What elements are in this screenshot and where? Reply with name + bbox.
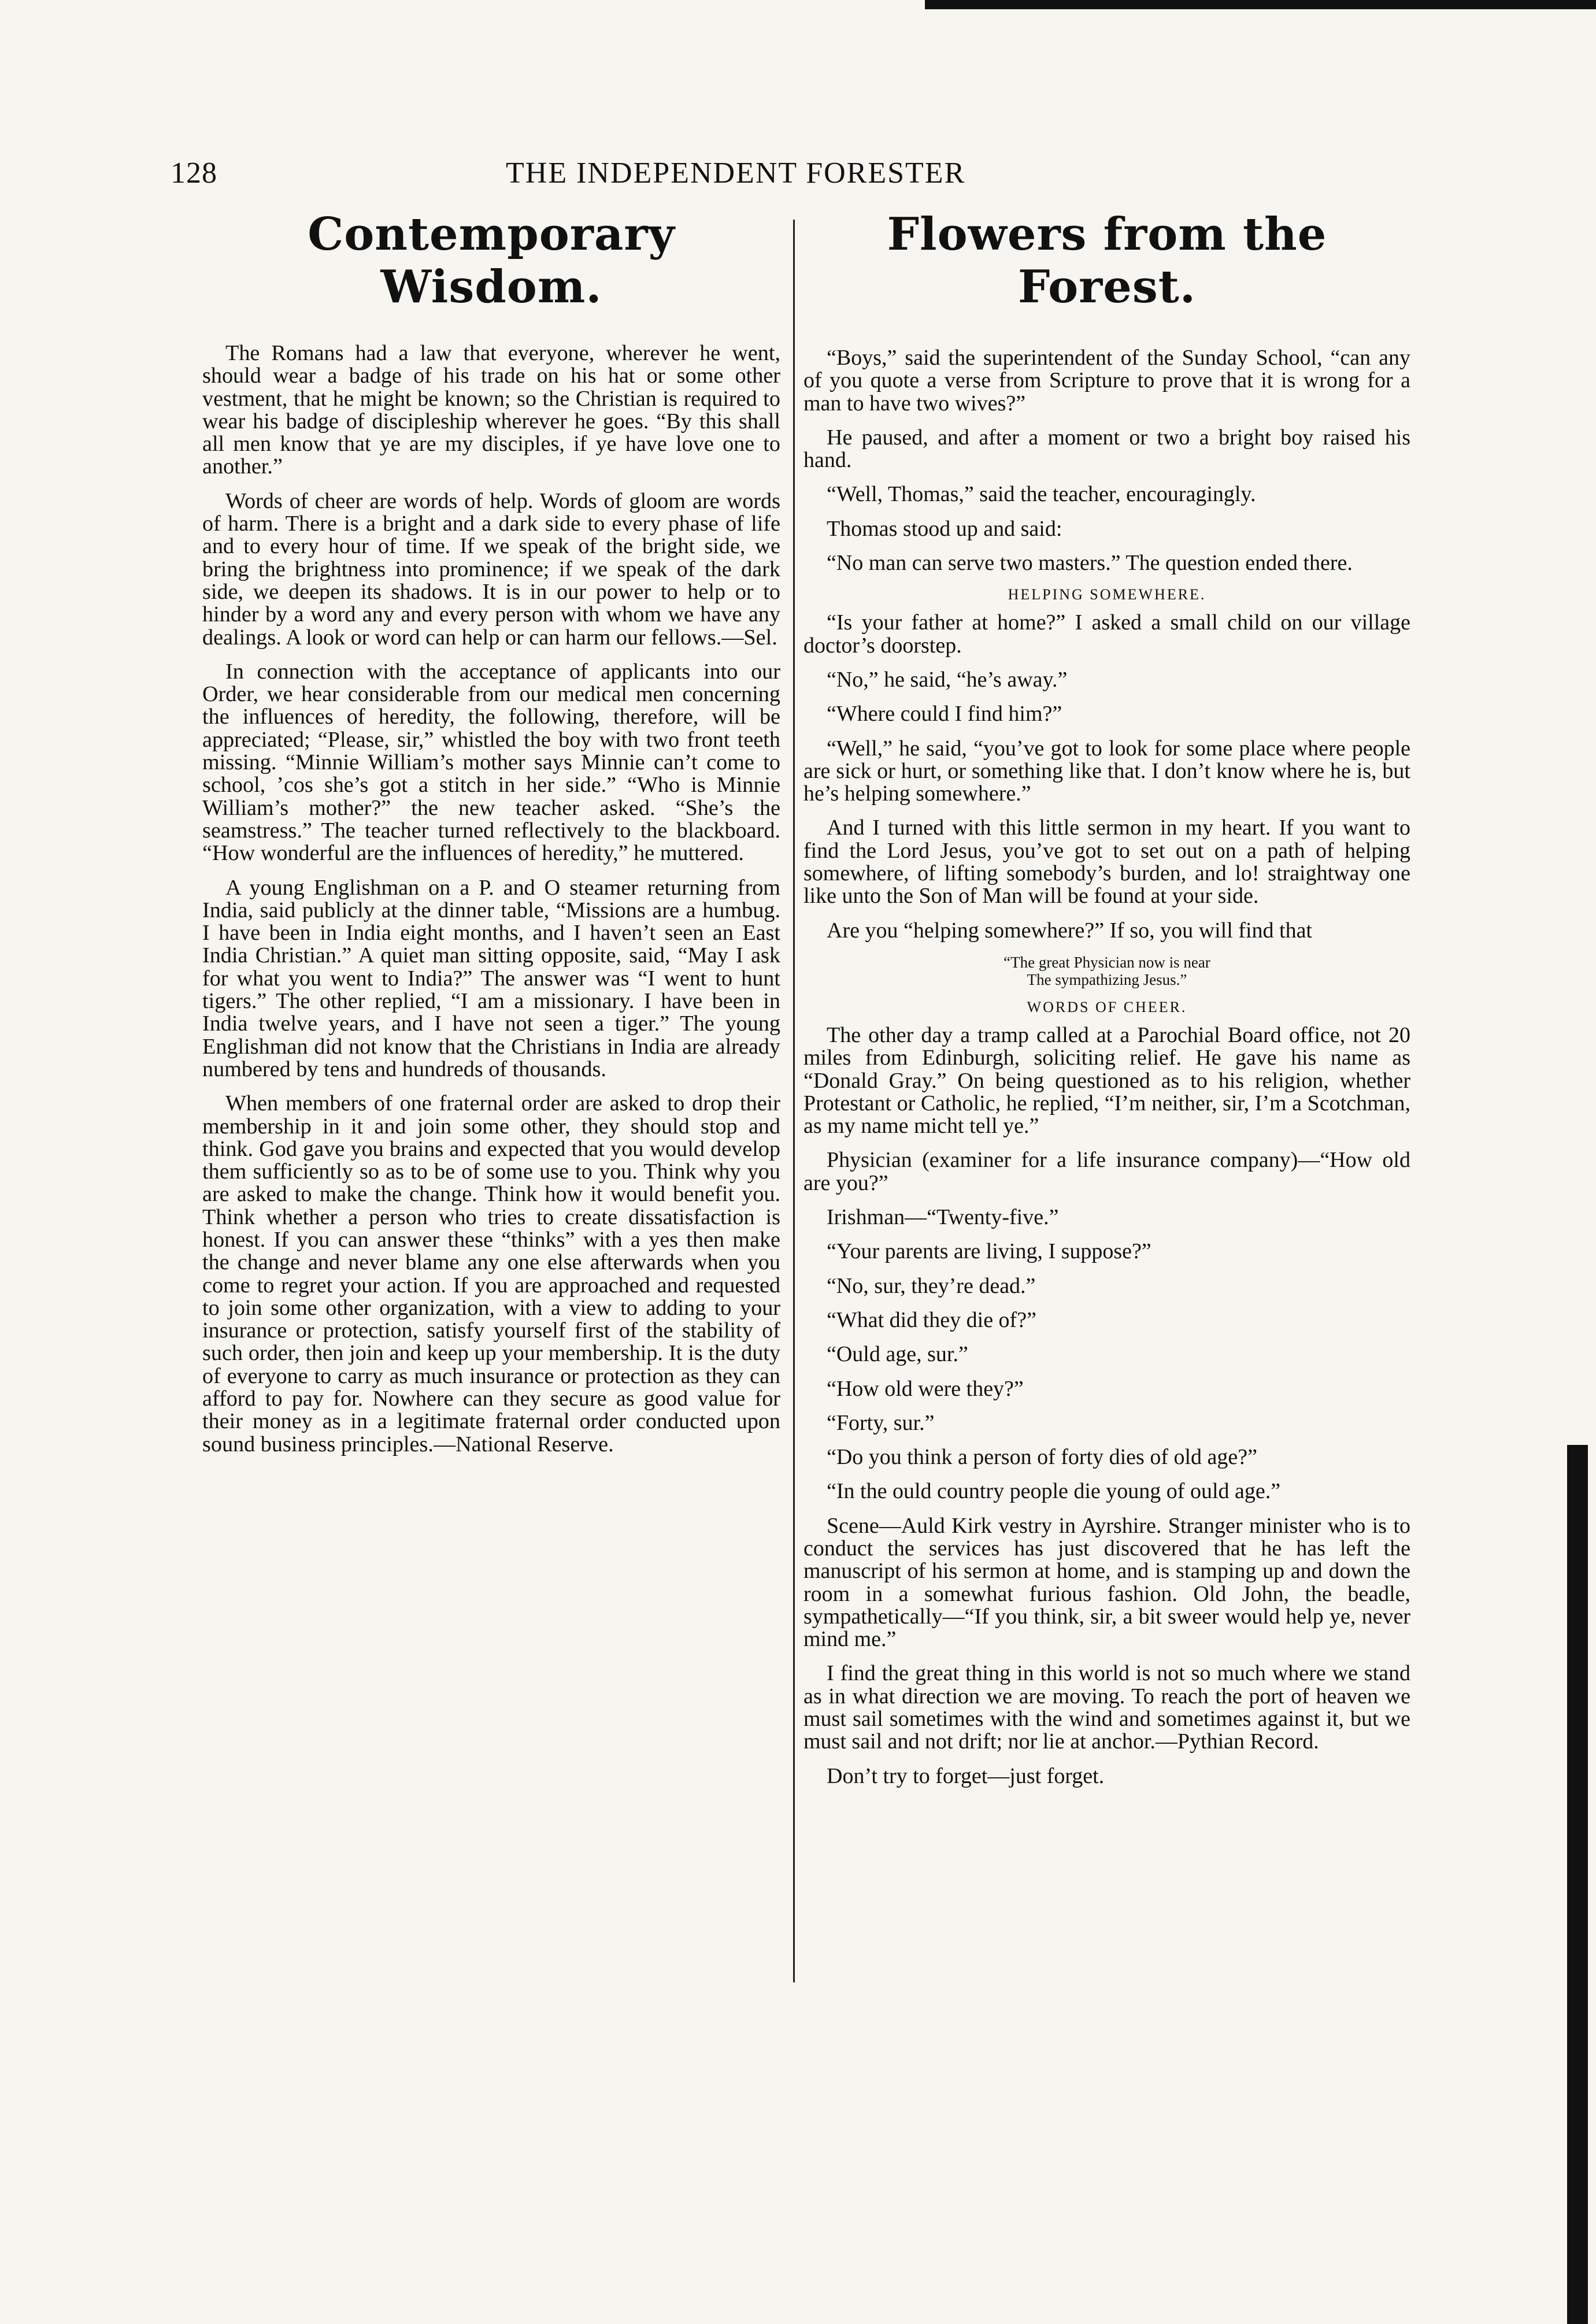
paragraph: “Well,” he said, “you’ve got to look for some place where people are sick or hurt, or something like that. I don’t know where he is, but he’s helping somewhere.” <box>803 736 1410 806</box>
paragraph: “Ould age, sur.” <box>827 1342 968 1367</box>
paragraph: “Do you think a person of forty dies of old age?” <box>827 1445 1258 1470</box>
paragraph: Words of cheer are words of help. Words of gloom are words of harm. There is a bright and a dark side to every phase of life and to every hour of time. If we speak of the bright side, we bring the brightness into prominence; if we speak of the dark side, we deepen its shadows. It is in our power to help or to hinder by a word any and every person with whom we have any dealings. A look or word can help or can harm our fellows.—Sel. <box>202 488 780 650</box>
paragraph: “Where could I find him?” <box>827 702 1062 727</box>
paragraph: “Well, Thomas,” said the teacher, encouragingly. <box>827 482 1256 507</box>
paragraph: And I turned with this little sermon in my heart. If you want to find the Lord Jesus, you’ve got to set out on a path of helping somewhere, of lifting somebody’s burden, and lo! straightway one like unto the Son of Man will be found at your side. <box>803 816 1410 909</box>
paragraph: “Boys,” said the superintendent of the Sunday School, “can any of you quote a verse from Scripture to prove that it is wrong for a man to have two wives?” <box>803 346 1410 416</box>
paragraph: “Your parents are living, I suppose?” <box>827 1239 1151 1264</box>
paragraph: “Is your father at home?” I asked a small child on our village doctor’s doorstep. <box>803 610 1410 658</box>
paragraph: “What did they die of?” <box>827 1307 1036 1332</box>
quote-line: The sympathizing Jesus.” <box>1027 970 1187 988</box>
section-heading: WORDS OF CHEER. <box>1027 998 1187 1015</box>
paragraph: When members of one fraternal order are asked to drop their membership in it and join some other, they should stop and think. God gave you brains and expected that you would develop them sufficiently so as to be of some use to you. Think why you are asked to make the change. Think how it would benefit you. Think whether a person who tries to create dissatisfaction is honest. If you can answer these “thinks” with a yes then make the change and never blame any one else afterwards when you come to regret your action. If you are approached and requested to join some other organization, with a view to adding to your insurance or protection, satisfy yourself first of the stability of such order, then join and keep up your membership. It is the duty of everyone to carry as much insurance or protection as they can afford to pay for. Nowhere can they secure as good value for their money as in a legitimate fraternal order conducted upon sound business principles.—National Reserve. <box>202 1091 780 1456</box>
paragraph: “In the ould country people die young of ould age.” <box>827 1479 1281 1504</box>
page-header <box>171 156 1419 202</box>
paragraph: “Forty, sur.” <box>827 1410 935 1435</box>
page-number: 128 <box>171 157 217 190</box>
paragraph: “No man can serve two masters.” The question ended there. <box>827 551 1353 576</box>
paragraph: Scene—Auld Kirk vestry in Ayrshire. Stranger minister who is to conduct the services has just discovered that he has left the manuscript of his sermon at home, and is stamping up and down the room in a somewhat furious fashion. Old John, the beadle, sympathetically—“If you think, sir, a bit sweer would help ye, never mind me.” <box>803 1513 1410 1652</box>
paragraph: Irishman—“Twenty-five.” <box>827 1205 1059 1230</box>
paragraph: The Romans had a law that everyone, wherever he went, should wear a badge of his trade on his hat or some other vestment, that he might be known; so the Christian is required to wear his badge of discipleship wherever he goes. “By this shall all men know that ye are my disciples, if ye have love one to another.” <box>202 341 780 479</box>
left-column-title: Contemporary Wisdom. <box>308 208 675 313</box>
paragraph: “How old were they?” <box>827 1376 1024 1401</box>
paragraph: Thomas stood up and said: <box>827 516 1062 541</box>
column-divider <box>793 220 795 1982</box>
running-title: THE INDEPENDENT FORESTER <box>506 157 966 190</box>
paragraph: “No,” he said, “he’s away.” <box>827 667 1068 692</box>
paragraph: “No, sur, they’re dead.” <box>827 1273 1036 1298</box>
top-edge-rule <box>925 0 1596 9</box>
paragraph: He paused, and after a moment or two a bright boy raised his hand. <box>803 425 1410 473</box>
section-heading: HELPING SOMEWHERE. <box>1008 586 1206 603</box>
right-column <box>803 208 1410 1799</box>
right-edge-rule <box>1567 1445 1588 2324</box>
paragraph: The other day a tramp called at a Parochial Board office, not 20 miles from Edinburgh, soliciting relief. He gave his name as “Donald Gray.” On being questioned as to his religion, whether Protestant or Catholic, he replied, “I’m neither, sir, I’m a Scotchman, as my name micht tell ye.” <box>803 1022 1410 1139</box>
paragraph: Are you “helping somewhere?” If so, you will find that <box>827 918 1312 943</box>
right-column-title: Flowers from the Forest. <box>887 208 1327 313</box>
paragraph: In connection with the acceptance of applicants into our Order, we hear considerable from our medical men concerning the influences of heredity, the following, therefore, will be appreciated; “Please, sir,” whistled the boy with two front teeth missing. “Minnie William’s mother says Minnie can’t come to school, ’cos she’s got a stitch in her side.” “Who is Minnie William’s mother?” the new teacher asked. “She’s the seamstress.” The teacher turned reflectively to the blackboard. “How wonderful are the influences of heredity,” he muttered. <box>202 659 780 866</box>
paragraph: Don’t try to forget—just forget. <box>827 1763 1105 1788</box>
paragraph: A young Englishman on a P. and O steamer returning from India, said publicly at the dinner table, “Missions are a humbug. I have been in India eight months, and I haven’t seen an East India Christian.” A quiet man sitting opposite, said, “May I ask for what you went to India?” The answer was “I went to hunt tigers.” The other replied, “I am a missionary. I have been in India twelve years, and I have not seen a tiger.” The young Englishman did not know that the Christians in India are already numbered by tens and hundreds of thousands. <box>202 875 780 1081</box>
paragraph: I find the great thing in this world is not so much where we stand as in what direction we are moving. To reach the port of heaven we must sail sometimes with the wind and sometimes against it, but we must sail and not drift; nor lie at anchor.—Pythian Record. <box>803 1661 1410 1754</box>
quote-line: “The great Physician now is near <box>1003 953 1210 971</box>
left-column <box>202 208 780 1467</box>
hymn-quote <box>803 954 1410 988</box>
paragraph: Physician (examiner for a life insurance company)—“How old are you?” <box>803 1148 1410 1195</box>
